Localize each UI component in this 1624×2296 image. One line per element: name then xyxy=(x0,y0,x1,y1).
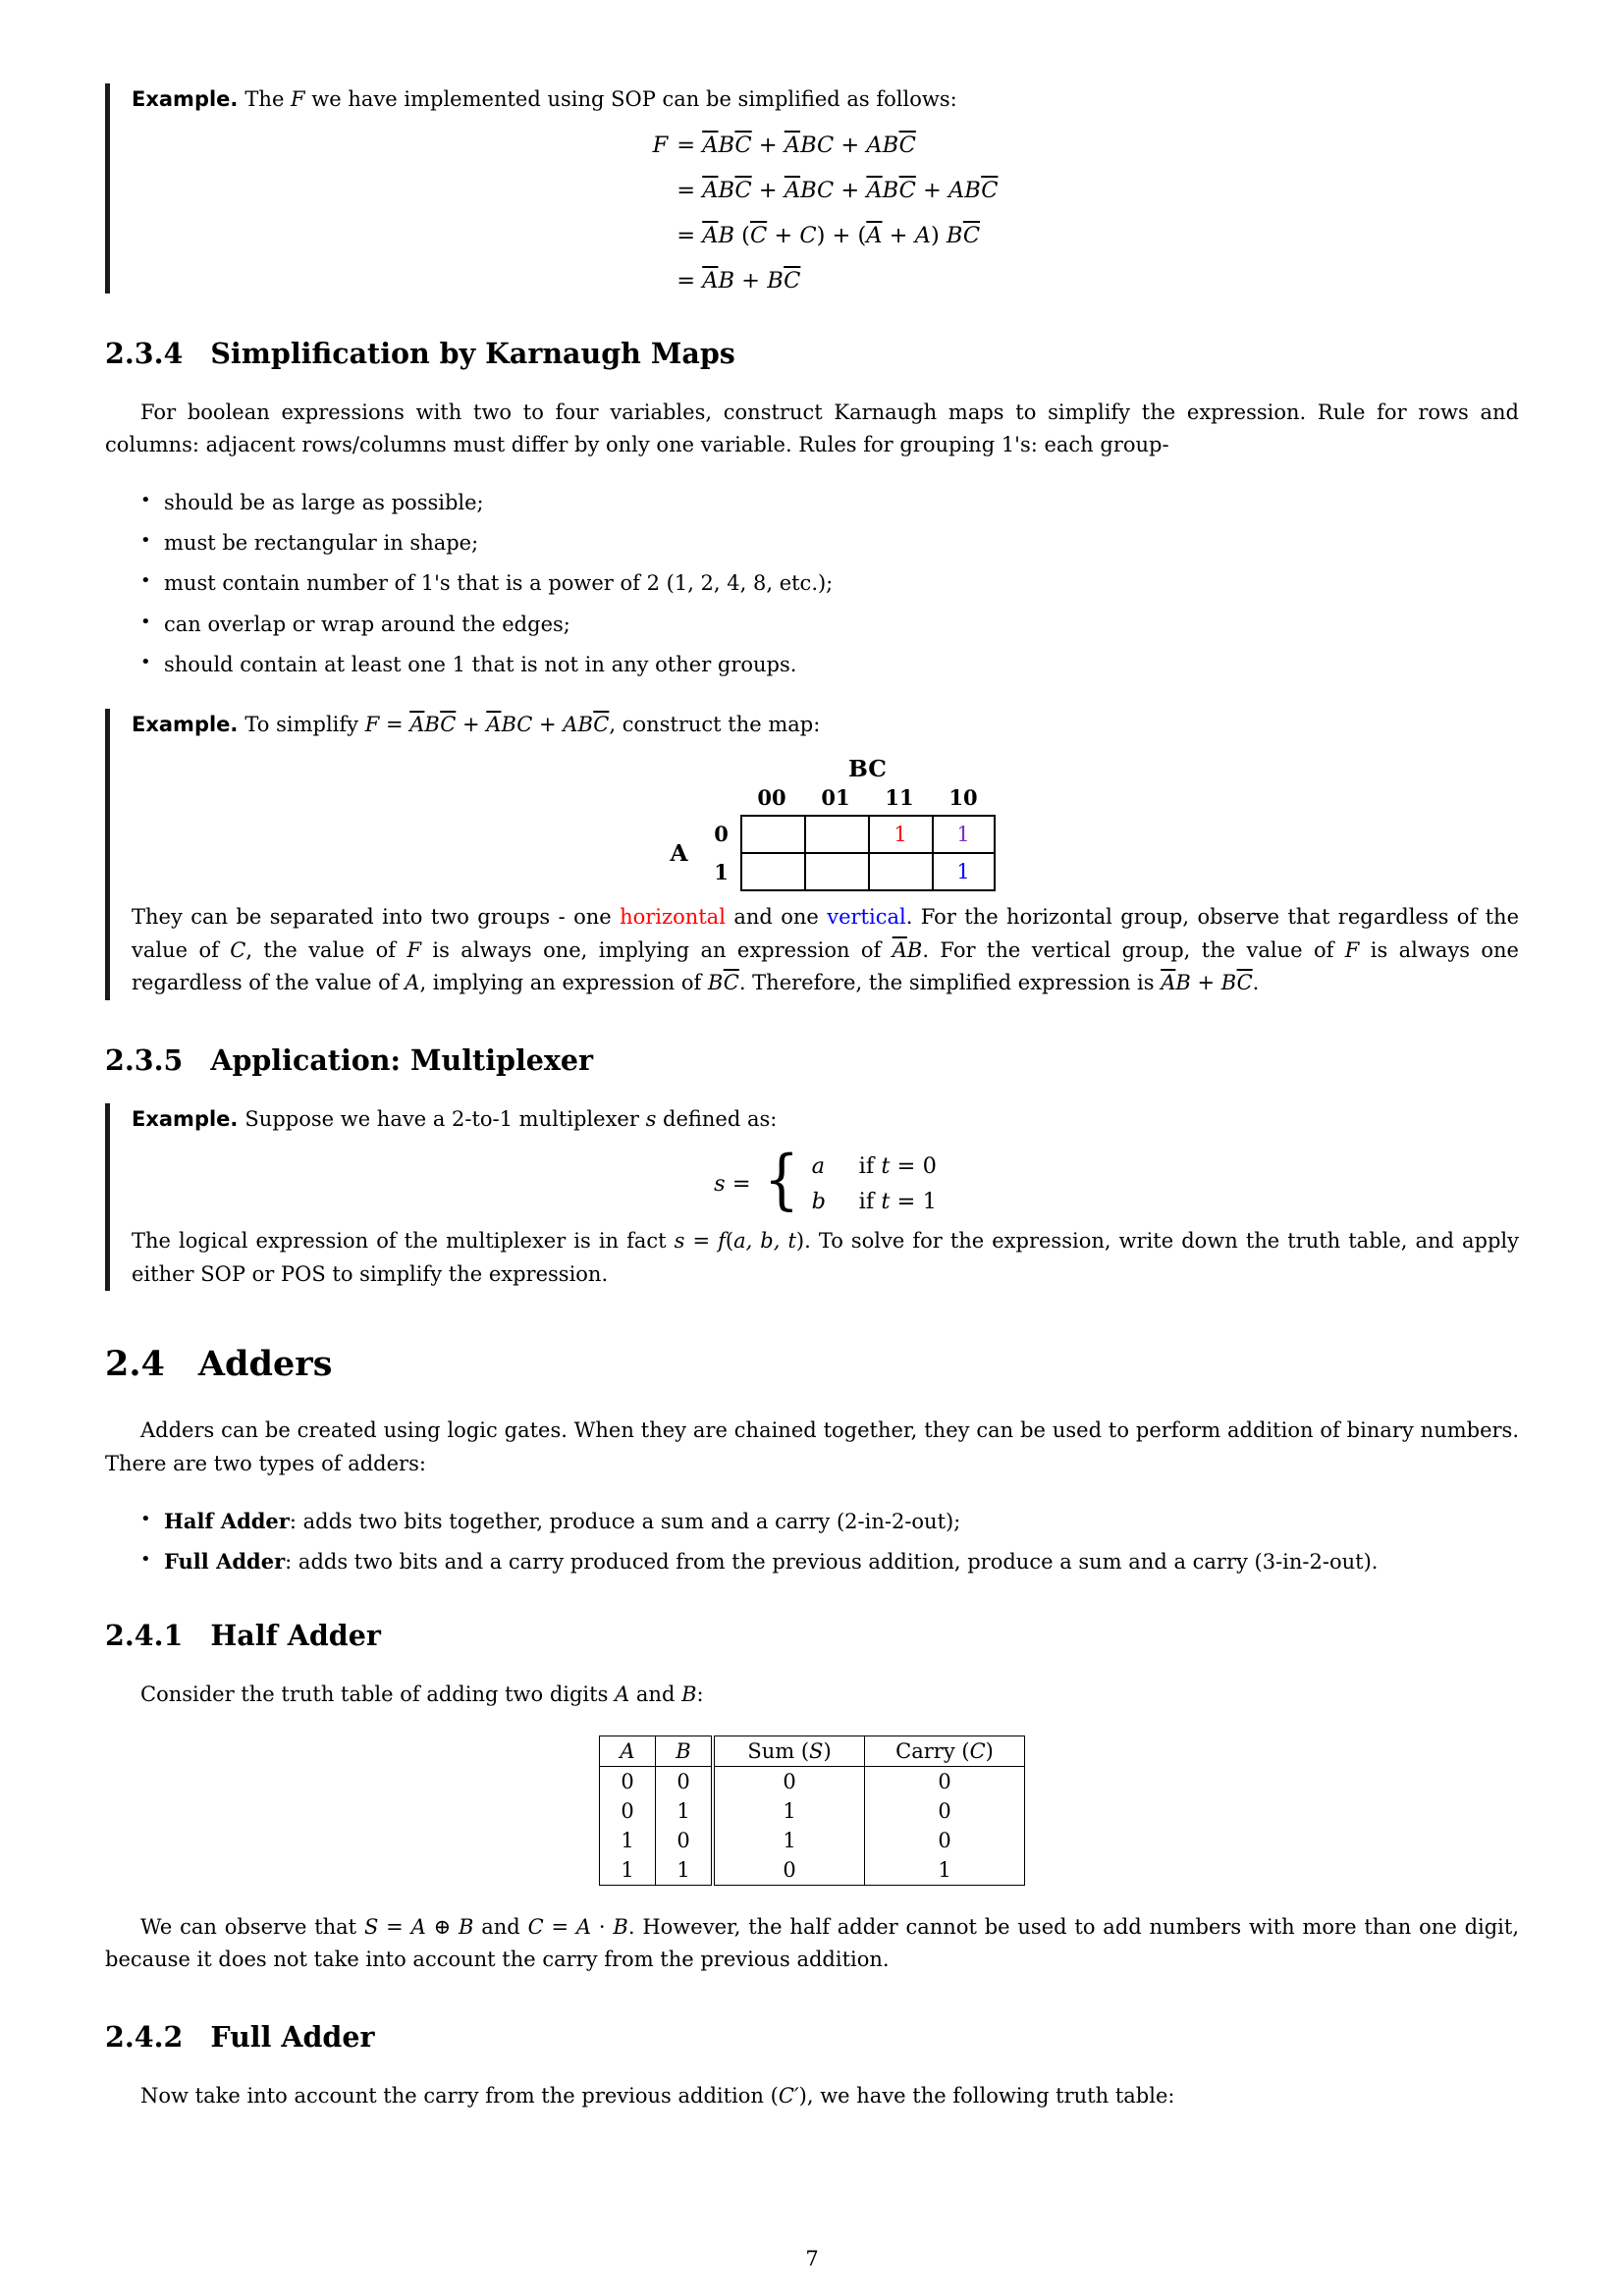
kmap-cell-value: 1 xyxy=(893,823,907,847)
bullet-icon: • xyxy=(140,652,151,673)
example-label: Example. xyxy=(132,712,239,736)
bullet-icon: • xyxy=(140,530,151,552)
truth-table-cell: 1 xyxy=(656,1855,714,1886)
example-label: Example. xyxy=(132,1106,239,1131)
truth-table-cell: 0 xyxy=(656,1766,714,1796)
heading-title: Simplification by Karnaugh Maps xyxy=(210,336,735,370)
truth-table-row xyxy=(600,1855,1025,1886)
example-intro-text: Suppose we have a 2-to-1 multiplexer s defined as: xyxy=(244,1106,778,1131)
kmap-cell xyxy=(932,815,996,852)
kmap-cell-value: 1 xyxy=(956,823,970,847)
truth-table-cell: 0 xyxy=(713,1766,865,1796)
list-item xyxy=(105,529,1519,557)
case-row xyxy=(812,1153,937,1179)
karnaugh-rules-list xyxy=(105,489,1519,679)
kmap-cell xyxy=(740,852,804,891)
left-brace: { xyxy=(763,1142,799,1218)
list-item-text: must contain number of 1's that is a power of 2 (1, 2, 4, 8, etc.); xyxy=(164,571,834,596)
kmap-cell xyxy=(868,815,932,852)
list-item-text: Half Adder: adds two bits together, produce a sum and a carry (2-in-2-out); xyxy=(164,1508,961,1533)
example-block-karnaugh-map xyxy=(105,709,1519,1000)
kmap-cell xyxy=(804,852,868,891)
adder-types-list xyxy=(105,1508,1519,1576)
heading-number: 2.4.1 xyxy=(105,1619,184,1653)
bullet-icon: • xyxy=(140,611,151,632)
aligned-equations xyxy=(653,133,999,294)
equation-lhs xyxy=(653,178,669,203)
truth-table-cell: 0 xyxy=(621,1798,634,1823)
heading-title: Full Adder xyxy=(210,2020,375,2054)
list-item xyxy=(105,489,1519,516)
kmap-col-label: 01 xyxy=(821,785,850,811)
example-intro-text: To simplify $F = \overline{A}B\overline{C} + \overline{A}BC + AB\overline{C}$, construct the map: xyxy=(244,712,821,736)
list-item-text: should be as large as possible; xyxy=(164,490,484,514)
heading-2-3-5 xyxy=(105,1043,1519,1077)
heading-number: 2.3.5 xyxy=(105,1042,184,1077)
truth-table-header-row xyxy=(600,1735,1025,1766)
list-item xyxy=(105,651,1519,678)
truth-table-cell: 0 xyxy=(865,1766,1025,1796)
equation-rhs: = $\overline{A}B\overline{C} + \overline{A}BC + AB\overline{C}$ xyxy=(677,132,916,158)
karnaugh-map xyxy=(656,755,996,891)
example-block-sop-simplification xyxy=(105,83,1519,294)
heading-title: Half Adder xyxy=(210,1619,381,1653)
heading-number: 2.3.4 xyxy=(105,336,184,370)
case-value: b xyxy=(811,1188,827,1214)
case-condition: if t = 1 xyxy=(858,1188,937,1214)
truth-table-cell: 0 xyxy=(865,1826,1025,1855)
truth-table-cell: 0 xyxy=(713,1855,865,1886)
truth-table-row xyxy=(600,1826,1025,1855)
list-item-text: Full Adder: adds two bits and a carry produced from the previous addition, produce a sum and a carry (3-in-2-out). xyxy=(164,1548,1379,1574)
truth-table-header: B xyxy=(656,1735,714,1766)
example-intro xyxy=(132,83,1519,117)
truth-table-cell: 1 xyxy=(621,1857,634,1882)
list-item xyxy=(105,569,1519,597)
example-intro xyxy=(132,1103,1519,1137)
case-value: a xyxy=(811,1152,826,1179)
list-item xyxy=(105,1508,1519,1535)
bullet-icon: • xyxy=(140,489,151,510)
truth-table-header: A xyxy=(620,1738,635,1763)
list-item-text: can overlap or wrap around the edges; xyxy=(164,612,570,636)
example-intro-text: The F we have implemented using SOP can be simplified as follows: xyxy=(244,87,957,111)
equation-lhs: F xyxy=(652,132,669,158)
cases-equation xyxy=(714,1142,937,1218)
equation-rhs: = $\overline{A}B\overline{C} + \overline{A}BC + \overline{A}B\overline{C} + AB\overline{C}$ xyxy=(677,177,999,203)
kmap-col-label: 10 xyxy=(948,785,978,811)
truth-table-cell: 0 xyxy=(621,1769,634,1793)
example-intro xyxy=(132,709,1519,742)
heading-2-4 xyxy=(105,1344,1519,1384)
heading-title: Adders xyxy=(197,1344,333,1385)
kmap-cell xyxy=(804,815,868,852)
truth-table-cell: 1 xyxy=(713,1826,865,1855)
example-block-multiplexer xyxy=(105,1103,1519,1291)
truth-table-cell: 1 xyxy=(865,1855,1025,1886)
truth-table-cell: 1 xyxy=(713,1796,865,1826)
example-body-paragraph: The logical expression of the multiplexer is in fact s = f(a, b, t). To solve for the expression, write down the truth table, and apply either SOP or POS to simplify the expression. xyxy=(132,1229,1519,1286)
cases-equation-block xyxy=(132,1142,1519,1218)
list-item xyxy=(105,1548,1519,1575)
kmap-column-group-label: BC xyxy=(847,755,887,783)
truth-table-row xyxy=(600,1796,1025,1826)
kmap-cell xyxy=(932,852,996,891)
truth-table-block xyxy=(105,1735,1519,1886)
equation-rhs: = $\overline{A}B$ $(\overline{C} + C) + (\overline{A} + A)$ $B\overline{C}$ xyxy=(677,222,981,248)
list-item-text: must be rectangular in shape; xyxy=(164,531,479,556)
bullet-icon: • xyxy=(140,1548,151,1570)
karnaugh-map-grid xyxy=(656,755,996,891)
heading-number: 2.4 xyxy=(105,1344,165,1385)
truth-table-row xyxy=(600,1766,1025,1796)
kmap-cell-value: 1 xyxy=(956,860,970,884)
cases-rows xyxy=(812,1153,937,1214)
truth-table-cell: 0 xyxy=(865,1796,1025,1826)
case-condition: if t = 0 xyxy=(858,1152,937,1179)
equation-lhs xyxy=(653,223,669,248)
equation-block xyxy=(132,133,1519,294)
kmap-cell xyxy=(868,852,932,891)
truth-table-cell: 0 xyxy=(656,1826,714,1855)
kmap-col-label: 00 xyxy=(757,785,786,811)
bullet-icon: • xyxy=(140,570,151,592)
heading-2-3-4 xyxy=(105,337,1519,370)
paragraph-karnaugh-intro: For boolean expressions with two to four variables, construct Karnaugh maps to simplify the expression. Rule for rows and columns: adjacent rows/columns must differ by only one variable. Rules for grouping 1's: each group- xyxy=(105,400,1519,457)
page-number: 7 xyxy=(805,2247,819,2270)
half-adder-truth-table xyxy=(599,1735,1025,1886)
kmap-cell xyxy=(740,815,804,852)
kmap-col-label: 11 xyxy=(885,785,914,811)
list-item-text: should contain at least one 1 that is not in any other groups. xyxy=(164,653,797,677)
truth-table-header: Carry (C) xyxy=(865,1735,1025,1766)
example-body-paragraph: They can be separated into two groups - one horizontal and one vertical. For the horizontal group, observe that regardless of the value of C, the value of F is always one, implying an expression of $\overline{A}B$. For the vertical group, the value of F is always one regardless of the value of A, implying an expression of $B\overline{C}$. Therefore, the simplified expression is $\overline{A}B + B\overline{C}$. xyxy=(132,905,1520,995)
heading-2-4-2 xyxy=(105,2020,1519,2054)
list-item xyxy=(105,611,1519,638)
paragraph-full-adder: Now take into account the carry from the previous addition (C′), we have the following truth table: xyxy=(140,2084,1175,2108)
cases-lhs: s = xyxy=(714,1170,751,1197)
equation-rhs: = $\overline{A}B + B\overline{C}$ xyxy=(677,267,801,294)
kmap-row-label: 1 xyxy=(714,859,729,884)
case-row xyxy=(812,1189,937,1214)
heading-number: 2.4.2 xyxy=(105,2020,184,2054)
heading-2-4-1 xyxy=(105,1619,1519,1652)
truth-table-header: Sum (S) xyxy=(713,1735,865,1766)
paragraph-observation: We can observe that S = A ⊕ B and C = A · B. However, the half adder cannot be used to add numbers with more than one digit, because it does not take into account the carry from the previous addition. xyxy=(105,1914,1520,1972)
truth-table-cell: 1 xyxy=(656,1796,714,1826)
paragraph-adders-intro: Adders can be created using logic gates. When they are chained together, they can be used to perform addition of binary numbers. There are two types of adders: xyxy=(105,1418,1519,1475)
example-label: Example. xyxy=(132,87,239,111)
paragraph-half-adder: Consider the truth table of adding two digits A and B: xyxy=(140,1682,704,1707)
kmap-row-label: 0 xyxy=(714,821,729,846)
kmap-row-group-label: A xyxy=(670,839,688,868)
truth-table-cell: 1 xyxy=(621,1828,634,1852)
equation-lhs xyxy=(653,268,669,294)
heading-title: Application: Multiplexer xyxy=(210,1042,594,1077)
bullet-icon: • xyxy=(140,1508,151,1529)
